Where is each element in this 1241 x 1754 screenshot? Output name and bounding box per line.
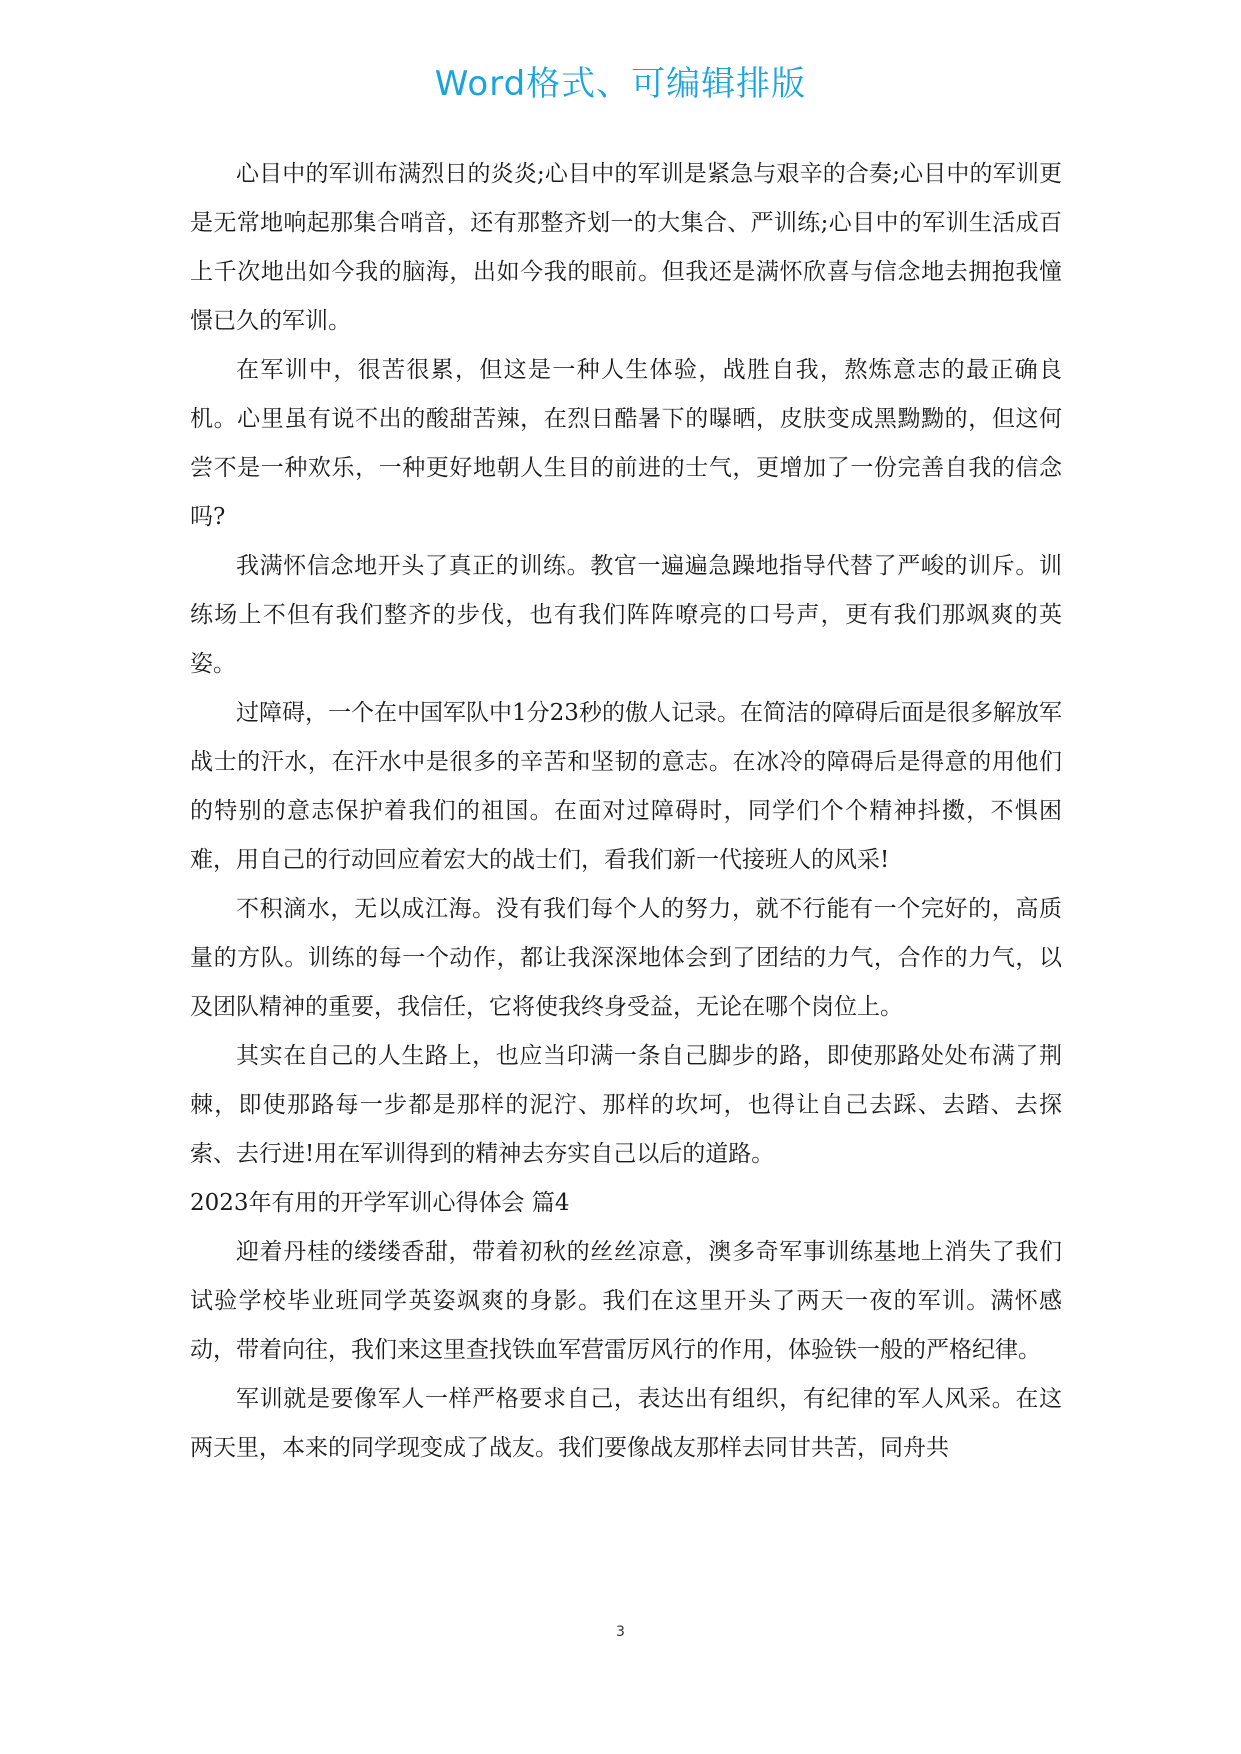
- paragraph-7: 迎着丹桂的缕缕香甜，带着初秋的丝丝凉意，澳多奇军事训练基地上消失了我们试验学校毕业班同学英姿飒爽的身影。我们在这里开头了两天一夜的军训。满怀感动，带着向往，我们来这里查找铁血军营雷厉风行的作用，体验铁一般的严格纪律。: [190, 1239, 1062, 1363]
- paragraph-8: 军训就是要像军人一样严格要求自己，表达出有组织，有纪律的军人风采。在这两天里，本来的同学现变成了战友。我们要像战友那样去同甘共苦，同舟共: [190, 1386, 1062, 1461]
- paragraph-2: 在军训中，很苦很累，但这是一种人生体验，战胜自我，熬炼意志的最正确良机。心里虽有说不出的酸甜苦辣，在烈日酷暑下的曝晒，皮肤变成黑黝黝的，但这何尝不是一种欢乐，一种更好地朝人生目的前进的士气，更增加了一份完善自我的信念吗?: [190, 357, 1062, 530]
- paragraph-6: 其实在自己的人生路上，也应当印满一条自己脚步的路，即使那路处处布满了荆棘，即使那路每一步都是那样的泥泞、那样的坎坷，也得让自己去踩、去踏、去探索、去行进!用在军训得到的精神去夯实自己以后的道路。: [190, 1043, 1062, 1167]
- document-body: [190, 150, 1062, 1473]
- section-heading: 2023年有用的开学军训心得体会 篇4: [190, 1190, 570, 1216]
- paragraph-1: 心目中的军训布满烈日的炎炎;心目中的军训是紧急与艰辛的合奏;心目中的军训更是无常地响起那集合哨音，还有那整齐划一的大集合、严训练;心目中的军训生活成百上千次地出如今我的脑海，出如今我的眼前。但我还是满怀欣喜与信念地去拥抱我憧憬已久的军训。: [190, 161, 1062, 334]
- document-header-title: Word格式、可编辑排版: [434, 64, 807, 104]
- page-number: 3: [616, 1624, 625, 1640]
- paragraph-3: 我满怀信念地开头了真正的训练。教官一遍遍急躁地指导代替了严峻的训斥。训练场上不但有我们整齐的步伐，也有我们阵阵嘹亮的口号声，更有我们那飒爽的英姿。: [190, 553, 1062, 677]
- paragraph-5: 不积滴水，无以成江海。没有我们每个人的努力，就不行能有一个完好的，高质量的方队。训练的每一个动作，都让我深深地体会到了团结的力气，合作的力气，以及团队精神的重要，我信任，它将使我终身受益，无论在哪个岗位上。: [190, 896, 1062, 1020]
- paragraph-4: 过障碍，一个在中国军队中1分23秒的傲人记录。在简洁的障碍后面是很多解放军战士的汗水，在汗水中是很多的辛苦和坚韧的意志。在冰冷的障碍后是得意的用他们的特别的意志保护着我们的祖国。在面对过障碍时，同学们个个精神抖擞，不惧困难，用自己的行动回应着宏大的战士们，看我们新一代接班人的风采!: [190, 700, 1062, 873]
